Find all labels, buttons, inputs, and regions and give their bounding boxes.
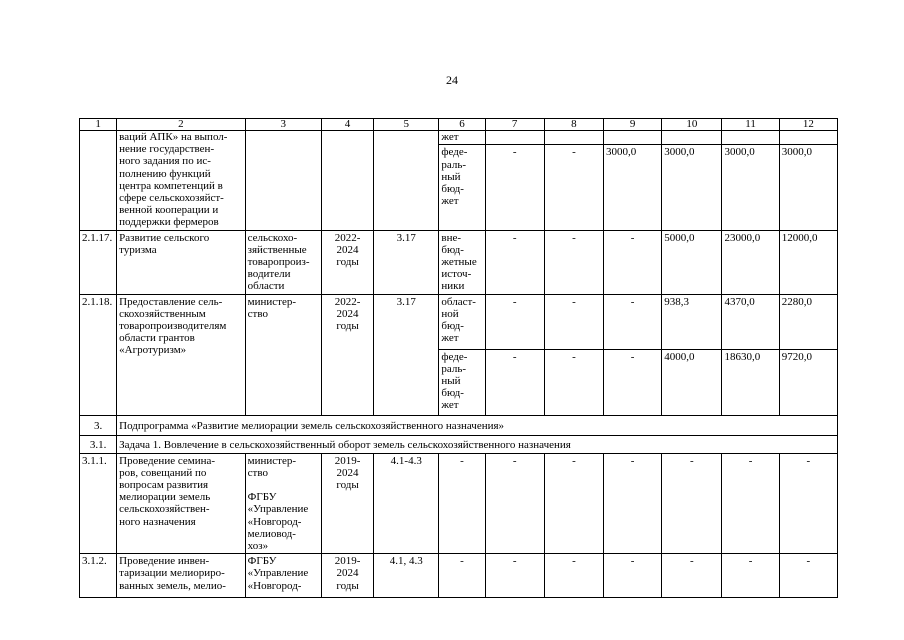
- header-cell: 1: [80, 119, 117, 131]
- header-cell: 7: [485, 119, 544, 131]
- cell-value: -: [485, 230, 544, 294]
- cell-value: -: [722, 453, 779, 554]
- cell-value: 9720,0: [779, 349, 837, 415]
- cell-indicator: 4.1-4.3: [374, 453, 439, 554]
- cell-value: [779, 131, 837, 145]
- cell-num: 3.1.1.: [80, 453, 117, 554]
- cell-name: Предоставление сель- скохозяйственным товаропроизводителям области грантов «Агротуризм»: [117, 294, 246, 415]
- cell-exec: сельскохо- зяйственные товаропроиз- водители области: [245, 230, 321, 294]
- cell-value: 4000,0: [662, 349, 722, 415]
- cell-indicator: 3.17: [374, 294, 439, 415]
- section-title: Подпрограмма «Развитие мелиорации земель сельскохозяйственного назначения»: [117, 415, 838, 435]
- cell-source: -: [439, 554, 485, 598]
- cell-value: 18630,0: [722, 349, 779, 415]
- table-row: [80, 453, 838, 554]
- table-row: [80, 554, 838, 598]
- header-cell: 2: [117, 119, 246, 131]
- cell-value: 3000,0: [604, 145, 662, 230]
- header-cell: 12: [779, 119, 837, 131]
- cell-value: -: [779, 554, 837, 598]
- cell-value: -: [485, 554, 544, 598]
- header-cell: 9: [604, 119, 662, 131]
- cell-source: -: [439, 453, 485, 554]
- cell-value: [485, 131, 544, 145]
- cell-value: [662, 131, 722, 145]
- cell-num: [80, 131, 117, 231]
- cell-indicator: 4.1, 4.3: [374, 554, 439, 598]
- task-title: Задача 1. Вовлечение в сельскохозяйственный оборот земель сельскохозяйственного назначения: [117, 435, 838, 453]
- cell-period: 2022- 2024 годы: [321, 230, 373, 294]
- cell-value: 3000,0: [779, 145, 837, 230]
- header-cell: 4: [321, 119, 373, 131]
- header-cell: 6: [439, 119, 485, 131]
- cell-value: 3000,0: [722, 145, 779, 230]
- task-number: 3.1.: [80, 435, 117, 453]
- cell-exec: министер- ство: [245, 294, 321, 415]
- cell-value: 4370,0: [722, 294, 779, 349]
- cell-value: -: [604, 554, 662, 598]
- cell-value: -: [544, 453, 603, 554]
- task-row: [80, 435, 838, 453]
- cell-value: 5000,0: [662, 230, 722, 294]
- cell-exec: [245, 131, 321, 231]
- program-table: [79, 118, 838, 598]
- cell-value: -: [544, 294, 603, 349]
- cell-name: Развитие сельского туризма: [117, 230, 246, 294]
- table-row: [80, 294, 838, 349]
- header-cell: 10: [662, 119, 722, 131]
- cell-num: 2.1.18.: [80, 294, 117, 415]
- table-row: [80, 131, 838, 145]
- cell-value: -: [485, 145, 544, 230]
- cell-value: -: [485, 349, 544, 415]
- header-row: [80, 119, 838, 131]
- cell-period: 2019- 2024 годы: [321, 453, 373, 554]
- cell-num: 2.1.17.: [80, 230, 117, 294]
- cell-exec: ФГБУ «Управление «Новгород-: [245, 554, 321, 598]
- cell-source: вне- бюд- жетные источ- ники: [439, 230, 485, 294]
- cell-value: -: [604, 294, 662, 349]
- cell-value: -: [604, 453, 662, 554]
- cell-exec: министер- ство ФГБУ «Управление «Новгород- мелиовод- хоз»: [245, 453, 321, 554]
- cell-num: 3.1.2.: [80, 554, 117, 598]
- cell-value: -: [662, 554, 722, 598]
- cell-value: -: [662, 453, 722, 554]
- cell-value: 12000,0: [779, 230, 837, 294]
- cell-value: [544, 131, 603, 145]
- cell-value: 2280,0: [779, 294, 837, 349]
- cell-value: -: [485, 294, 544, 349]
- cell-period: [321, 131, 373, 231]
- cell-source: феде- раль- ный бюд- жет: [439, 145, 485, 230]
- cell-value: [604, 131, 662, 145]
- cell-period: 2022- 2024 годы: [321, 294, 373, 415]
- cell-indicator: [374, 131, 439, 231]
- cell-value: 938,3: [662, 294, 722, 349]
- cell-value: [722, 131, 779, 145]
- cell-source: феде- раль- ный бюд- жет: [439, 349, 485, 415]
- cell-name: Проведение семина- ров, совещаний по вопросам развития мелиорации земель сельскохозяйствен- ного назначения: [117, 453, 246, 554]
- header-cell: 8: [544, 119, 603, 131]
- cell-indicator: 3.17: [374, 230, 439, 294]
- header-cell: 5: [374, 119, 439, 131]
- cell-value: -: [604, 230, 662, 294]
- cell-value: -: [604, 349, 662, 415]
- cell-value: -: [544, 230, 603, 294]
- cell-value: -: [779, 453, 837, 554]
- cell-value: -: [544, 349, 603, 415]
- cell-name: ваций АПК» на выпол- нение государствен- ного задания по ис- полнению функций центра компетенций в сфере сельскохозяйст- венной кооперации и поддержки фермеров: [117, 131, 246, 231]
- section-row: [80, 415, 838, 435]
- section-number: 3.: [80, 415, 117, 435]
- page-number: 24: [446, 73, 458, 87]
- cell-period: 2019- 2024 годы: [321, 554, 373, 598]
- cell-value: -: [485, 453, 544, 554]
- cell-name: Проведение инвен- таризации мелиориро- ванных земель, мелио-: [117, 554, 246, 598]
- cell-value: -: [722, 554, 779, 598]
- cell-value: -: [544, 554, 603, 598]
- cell-value: 3000,0: [662, 145, 722, 230]
- table-row: [80, 230, 838, 294]
- cell-value: -: [544, 145, 603, 230]
- header-cell: 3: [245, 119, 321, 131]
- cell-value: 23000,0: [722, 230, 779, 294]
- cell-source: област- ной бюд- жет: [439, 294, 485, 349]
- header-cell: 11: [722, 119, 779, 131]
- cell-source: жет: [439, 131, 485, 145]
